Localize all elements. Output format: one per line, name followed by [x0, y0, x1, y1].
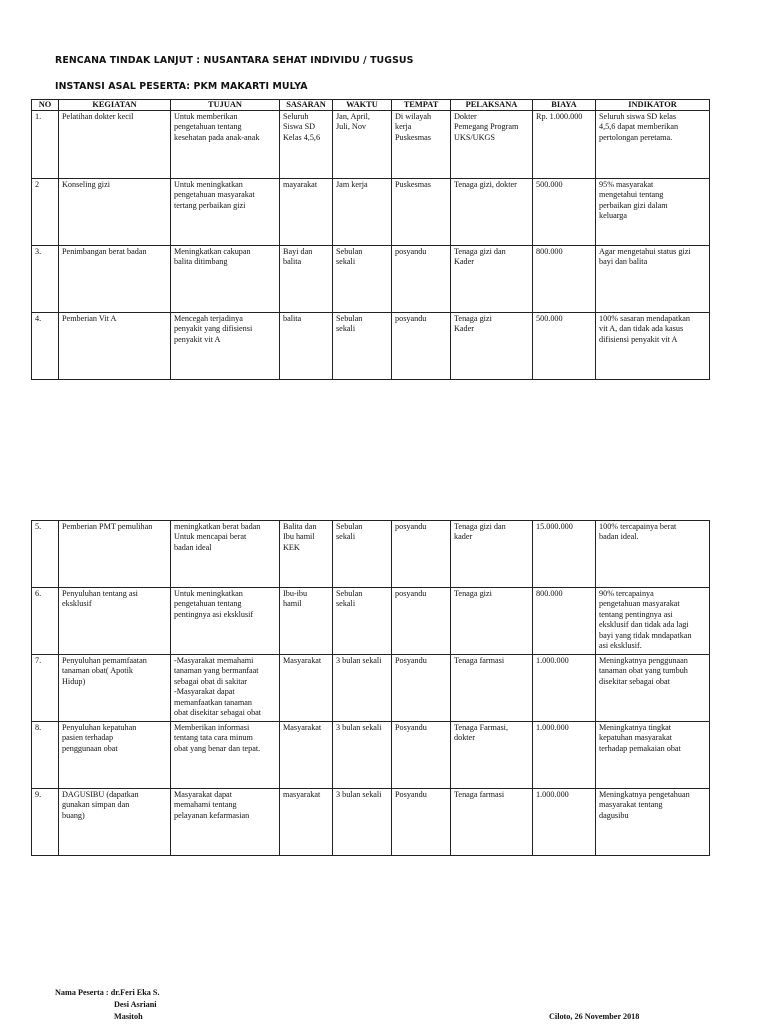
table-row: [32, 521, 710, 588]
cell-waktu: Jam kerja: [333, 179, 392, 246]
cell-kegiatan: Pemberian Vit A: [59, 313, 171, 380]
table-row: [32, 313, 710, 380]
cell-waktu: 3 bulan sekali: [333, 722, 392, 789]
cell-pelaksana: Tenaga gizi dan kader: [451, 521, 533, 588]
column-header: SASARAN: [280, 100, 333, 111]
cell-no: 9.: [32, 789, 59, 856]
cell-kegiatan: Konseling gizi: [59, 179, 171, 246]
table-row: [32, 722, 710, 789]
cell-indikator: Agar mengetahui status gizi bayi dan balita: [596, 246, 710, 313]
cell-no: 2: [32, 179, 59, 246]
cell-tujuan: Masyarakat dapat memahami tentang pelayanan kefarmasian: [171, 789, 280, 856]
cell-tempat: Di wilayah kerja Puskesmas: [392, 111, 451, 179]
table-row: [32, 246, 710, 313]
cell-indikator: 100% tercapainya berat badan ideal.: [596, 521, 710, 588]
cell-tempat: posyandu: [392, 588, 451, 655]
cell-tempat: Posyandu: [392, 789, 451, 856]
cell-tujuan: Mencegah terjadinya penyakit yang difisiensi penyakit vit A: [171, 313, 280, 380]
cell-tempat: posyandu: [392, 521, 451, 588]
cell-no: 7.: [32, 655, 59, 722]
cell-pelaksana: Tenaga gizi: [451, 588, 533, 655]
cell-waktu: Sebulan sekali: [333, 313, 392, 380]
column-header: WAKTU: [333, 100, 392, 111]
cell-kegiatan: Penyuluhan pemamfaatan tanaman obat( Apotik Hidup): [59, 655, 171, 722]
cell-sasaran: Masyarakat: [280, 722, 333, 789]
institution-line: INSTANSI ASAL PESERTA: PKM MAKARTI MULYA: [55, 81, 308, 92]
cell-sasaran: Seluruh Siswa SD Kelas 4,5,6: [280, 111, 333, 179]
column-header: KEGIATAN: [59, 100, 171, 111]
document-title: RENCANA TINDAK LANJUT : NUSANTARA SEHAT INDIVIDU / TUGSUS: [55, 55, 414, 66]
cell-biaya: 15.000.000: [533, 521, 596, 588]
cell-sasaran: Bayi dan balita: [280, 246, 333, 313]
cell-biaya: 1.000.000: [533, 722, 596, 789]
cell-indikator: Meningkatnya penggunaan tanaman obat yang tumbuh disekitar sebagai obat: [596, 655, 710, 722]
place-date: Ciloto, 26 November 2018: [549, 1012, 640, 1021]
cell-sasaran: mayarakat: [280, 179, 333, 246]
cell-kegiatan: Pemberian PMT pemulihan: [59, 521, 171, 588]
cell-sasaran: Masyarakat: [280, 655, 333, 722]
column-header: NO: [32, 100, 59, 111]
table-row: [32, 179, 710, 246]
cell-pelaksana: Tenaga farmasi: [451, 655, 533, 722]
cell-sasaran: balita: [280, 313, 333, 380]
cell-indikator: Meningkatnya tingkat kepatuhan masyarakat terhadap pemakaian obat: [596, 722, 710, 789]
cell-no: 1.: [32, 111, 59, 179]
cell-biaya: 800.000: [533, 588, 596, 655]
cell-pelaksana: Tenaga gizi Kader: [451, 313, 533, 380]
cell-tempat: posyandu: [392, 313, 451, 380]
cell-sasaran: Balita dan Ibu hamil KEK: [280, 521, 333, 588]
cell-indikator: Seluruh siswa SD kelas 4,5,6 dapat memberikan pertolongan peretama.: [596, 111, 710, 179]
cell-tempat: Posyandu: [392, 722, 451, 789]
table-header-row: [32, 100, 710, 111]
cell-waktu: 3 bulan sekali: [333, 789, 392, 856]
cell-no: 8.: [32, 722, 59, 789]
cell-kegiatan: DAGUSIBU (dapatkan gunakan simpan dan buang): [59, 789, 171, 856]
cell-tujuan: Meningkatkan cakupan balita ditimbang: [171, 246, 280, 313]
cell-sasaran: Ibu-ibu hamil: [280, 588, 333, 655]
participant-name: Masitoh: [114, 1012, 143, 1021]
cell-indikator: Meningkatnya pengetahuan masyarakat tentang dagusibu: [596, 789, 710, 856]
cell-tujuan: -Masyarakat memahami tanaman yang bermanfaat sebagai obat di sakitar -Masyarakat dapat memanfaatkan tanaman obat disekitar sebagai obat: [171, 655, 280, 722]
table-row: [32, 655, 710, 722]
action-plan-table-top: [31, 99, 710, 380]
cell-waktu: Sebulan sekali: [333, 521, 392, 588]
column-header: INDIKATOR: [596, 100, 710, 111]
cell-kegiatan: Penimbangan berat badan: [59, 246, 171, 313]
cell-pelaksana: Tenaga farmasi: [451, 789, 533, 856]
cell-tempat: Puskesmas: [392, 179, 451, 246]
cell-pelaksana: Tenaga Farmasi, dokter: [451, 722, 533, 789]
cell-biaya: 500.000: [533, 313, 596, 380]
cell-waktu: 3 bulan sekali: [333, 655, 392, 722]
table-row: [32, 111, 710, 179]
column-header: PELAKSANA: [451, 100, 533, 111]
cell-kegiatan: Penyuluhan kepatuhan pasien terhadap penggunaan obat: [59, 722, 171, 789]
cell-biaya: 1.000.000: [533, 655, 596, 722]
cell-pelaksana: Tenaga gizi, dokter: [451, 179, 533, 246]
cell-tempat: posyandu: [392, 246, 451, 313]
cell-waktu: Jan, April, Juli, Nov: [333, 111, 392, 179]
cell-indikator: 100% sasaran mendapatkan vit A, dan tidak ada kasus difisiensi penyakit vit A: [596, 313, 710, 380]
cell-sasaran: masyarakat: [280, 789, 333, 856]
column-header: TUJUAN: [171, 100, 280, 111]
column-header: BIAYA: [533, 100, 596, 111]
participant-name: Desi Asriani: [114, 1000, 157, 1009]
action-plan-table-bottom: [31, 520, 710, 856]
cell-tujuan: Untuk meningkatkan pengetahuan tentang pentingnya asi eksklusif: [171, 588, 280, 655]
cell-no: 4.: [32, 313, 59, 380]
table-row: [32, 789, 710, 856]
cell-kegiatan: Pelatihan dokter kecil: [59, 111, 171, 179]
cell-kegiatan: Penyuluhan tentang asi eksklusif: [59, 588, 171, 655]
cell-tempat: Posyandu: [392, 655, 451, 722]
cell-pelaksana: Dokter Pemegang Program UKS/UKGS: [451, 111, 533, 179]
table-row: [32, 588, 710, 655]
cell-indikator: 95% masyarakat mengetahui tentang perbaikan gizi dalam keluarga: [596, 179, 710, 246]
cell-tujuan: Memberikan informasi tentang tata cara minum obat yang benar dan tepat.: [171, 722, 280, 789]
cell-tujuan: meningkatkan berat badan Untuk mencapai berat badan ideal: [171, 521, 280, 588]
column-header: TEMPAT: [392, 100, 451, 111]
cell-biaya: 800.000: [533, 246, 596, 313]
cell-waktu: Sebulan sekali: [333, 588, 392, 655]
cell-pelaksana: Tenaga gizi dan Kader: [451, 246, 533, 313]
cell-tujuan: Untuk memberikan pengetahuan tentang kesehatan pada anak-anak: [171, 111, 280, 179]
cell-biaya: Rp. 1.000.000: [533, 111, 596, 179]
cell-tujuan: Untuk meningkatkan pengetahuan masyarakat tertang perbaikan gizi: [171, 179, 280, 246]
cell-indikator: 90% tercapainya pengetahuan masyarakat tentang pentingnya asi eksklusif dan tidak ada lagi bayi yang tidak mndapatkan asi eksklusif.: [596, 588, 710, 655]
cell-no: 3.: [32, 246, 59, 313]
cell-biaya: 500.000: [533, 179, 596, 246]
participants-label: Nama Peserta : dr.Feri Eka S.: [55, 988, 160, 997]
cell-biaya: 1.000.000: [533, 789, 596, 856]
cell-no: 5.: [32, 521, 59, 588]
cell-no: 6.: [32, 588, 59, 655]
cell-waktu: Sebulan sekali: [333, 246, 392, 313]
